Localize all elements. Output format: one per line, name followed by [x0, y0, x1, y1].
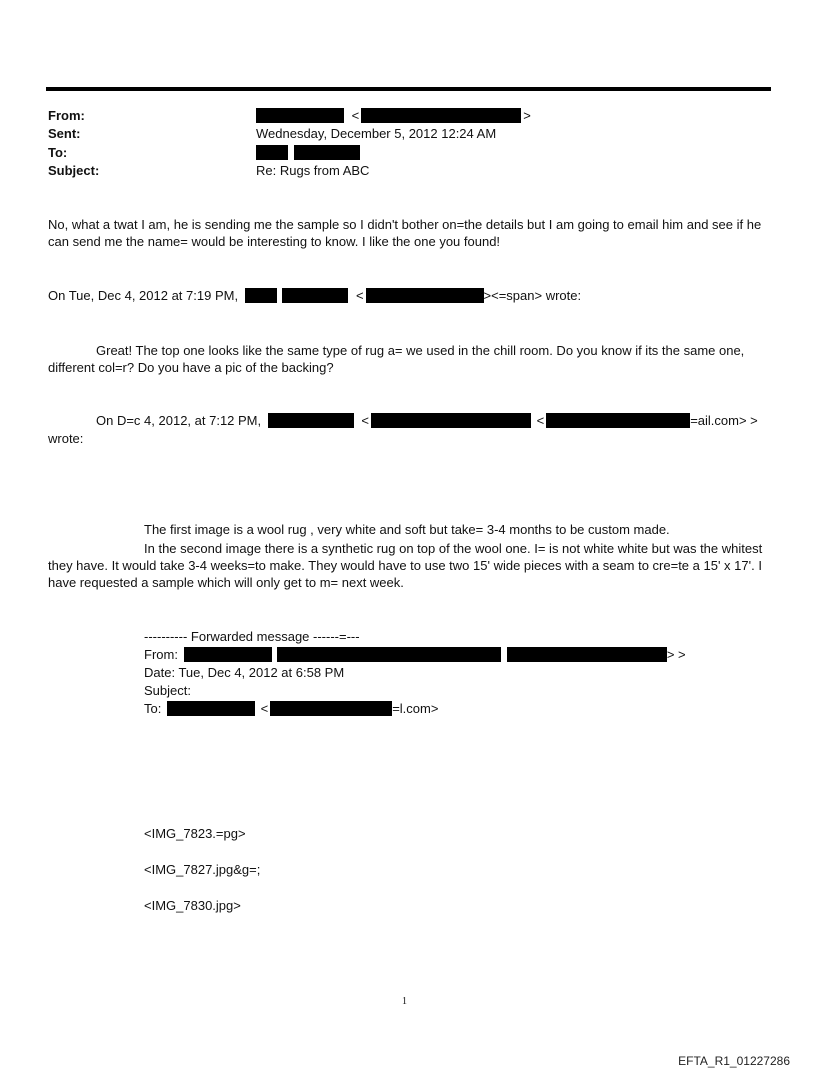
lt-char: <	[361, 413, 369, 428]
quoted-paragraph-1: Great! The top one looks like the same type of rug a= we used in the chill room. Do you know if its the same one, different col=r? Do you have a pic of the backing?	[48, 343, 745, 375]
redaction-block	[270, 701, 392, 716]
quote-header-2-suffix: =ail.com> >	[690, 413, 758, 428]
forwarded-title: ---------- Forwarded message ------=---	[144, 629, 360, 644]
forwarded-from-suffix: > >	[666, 647, 686, 662]
page-number: 1	[402, 996, 407, 1007]
attachment-3: <IMG_7830.jpg>	[144, 898, 241, 913]
redaction-block	[546, 413, 690, 428]
redaction-block	[256, 145, 288, 160]
quoted-paragraph-2-line1: The first image is a wool rug , very white and soft but take= 3-4 months to be custom made.	[144, 522, 670, 537]
attachment-2: <IMG_7827.jpg&g=;	[144, 862, 261, 877]
bates-number: EFTA_R1_01227286	[678, 1054, 790, 1068]
quoted-paragraph-2-rest: In the second image there is a synthetic rug on top of the wool one. I= is not white white but was the whitest they have. It would take 3-4 weeks=to make. They would have to use two 15' wide pieces with a seam to cre=te a 15' x 17'. I have requested a sample which will only get to m= next week.	[48, 541, 763, 590]
forwarded-to-suffix: =l.com>	[392, 701, 439, 716]
reply-paragraph: No, what a twat I am, he is sending me the sample so I didn't bother on=the details but I am going to email him and see if he can send me the name= would be interesting to know. I like the one you found!	[48, 217, 762, 249]
quote-header-2-prefix: On D=c 4, 2012, at 7:12 PM,	[96, 413, 262, 428]
forwarded-date: Date: Tue, Dec 4, 2012 at 6:58 PM	[144, 665, 345, 680]
redaction-block	[282, 288, 348, 303]
forwarded-subject: Subject:	[144, 683, 191, 698]
redaction-block	[268, 413, 354, 428]
quote-header-2-wrote: wrote:	[48, 431, 84, 446]
forwarded-to-label: To:	[144, 701, 162, 716]
to-label: To:	[48, 145, 68, 160]
redaction-block	[371, 413, 531, 428]
attachment-1: <IMG_7823.=pg>	[144, 826, 246, 841]
quote-header-1-prefix: On Tue, Dec 4, 2012 at 7:19 PM,	[48, 288, 239, 303]
sent-label: Sent:	[48, 126, 81, 141]
from-value	[256, 108, 531, 123]
to-value	[256, 145, 360, 160]
from-label: From:	[48, 108, 85, 123]
lt-char: <	[536, 413, 545, 428]
forwarded-to	[144, 700, 438, 718]
quote-header-1-suffix: ><=span> wrote:	[483, 288, 582, 303]
forwarded-from-label: From:	[144, 647, 178, 662]
subject-label: Subject:	[48, 163, 100, 178]
redaction-block	[256, 108, 344, 123]
redaction-block	[245, 288, 277, 303]
lt-char: <	[260, 701, 269, 716]
subject-value: Re: Rugs from ABC	[256, 163, 370, 178]
redaction-block	[366, 288, 484, 303]
gt-char: >	[523, 108, 531, 123]
quote-header-2	[96, 413, 758, 428]
lt-char: <	[351, 108, 360, 123]
lt-char: <	[355, 288, 364, 303]
quote-header-1	[48, 288, 581, 303]
redaction-block	[184, 647, 272, 662]
header-rule	[46, 87, 771, 91]
redaction-block	[277, 647, 501, 662]
redaction-block	[167, 701, 255, 716]
redaction-block	[361, 108, 521, 123]
redaction-block	[294, 145, 360, 160]
forwarded-from	[144, 646, 686, 664]
redaction-block	[507, 647, 667, 662]
sent-value: Wednesday, December 5, 2012 12:24 AM	[256, 126, 497, 141]
